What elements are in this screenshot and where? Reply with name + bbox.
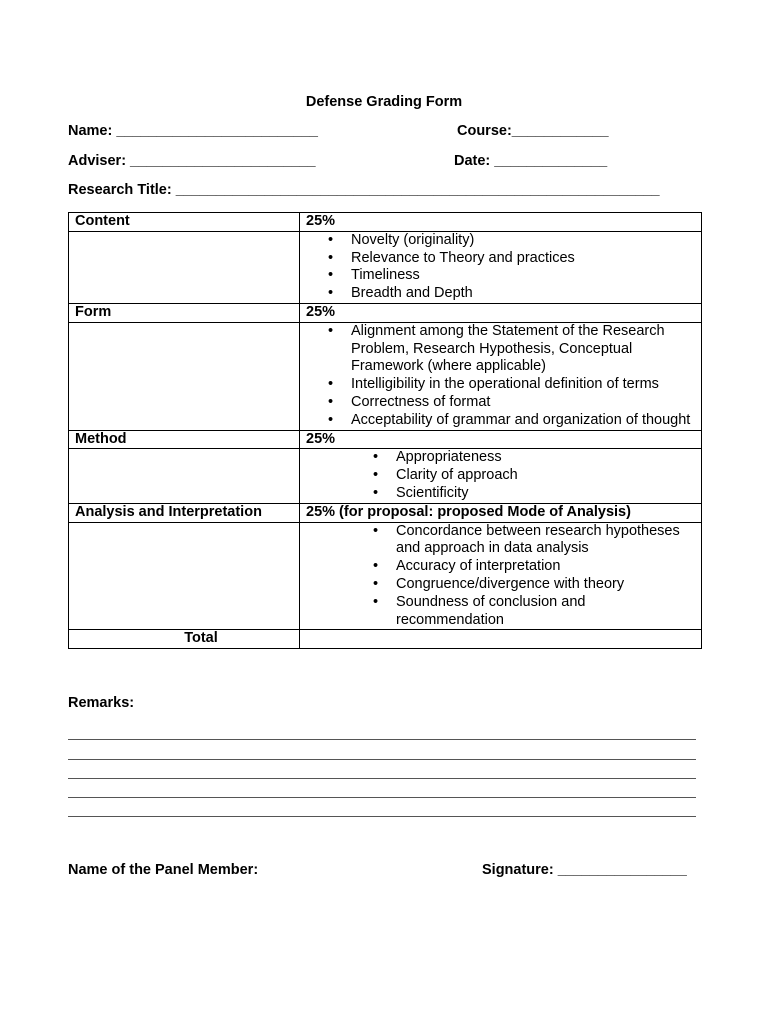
analysis-criteria-cell [300,522,702,630]
list-item: • Soundness of conclusion and recommendation [373,593,586,628]
adviser-field[interactable]: Adviser: _______________________ [68,153,316,169]
bullet-icon: • [328,249,334,266]
total-label: Total [69,630,300,649]
form-criteria-row [69,322,702,430]
form-criteria-cell [300,322,702,430]
method-criteria-row [69,449,702,503]
remarks-line[interactable] [68,739,696,740]
total-score-cell[interactable] [300,630,702,649]
method-score-cell[interactable] [69,449,300,503]
bullet-icon: • [328,376,334,393]
method-label: Method [69,430,300,449]
bullet-icon: • [328,411,334,428]
method-criteria-cell [300,449,702,503]
analysis-criteria-list [306,523,695,630]
bullet-icon: • [328,267,334,284]
list-item: • Acceptability of grammar and organization of thought [328,411,691,428]
content-criteria-row [69,231,702,303]
method-header-row [69,430,702,449]
research-title-field[interactable]: Research Title: ____________________________________________________________ [68,182,660,198]
content-header-row [69,213,702,232]
content-weight: 25% [300,213,702,232]
content-criteria-cell [300,231,702,303]
bullet-icon: • [373,484,379,501]
name-field[interactable]: Name: _________________________ [68,123,318,139]
content-label: Content [69,213,300,232]
method-weight: 25% [300,430,702,449]
bullet-icon: • [373,575,379,592]
remarks-line[interactable] [68,816,696,817]
form-weight: 25% [300,303,702,322]
analysis-criteria-row [69,522,702,630]
bullet-icon: • [328,231,334,248]
bullet-icon: • [373,522,379,539]
bullet-icon: • [328,322,334,339]
list-item: • Timeliness [328,267,420,284]
bullet-icon: • [373,558,379,575]
signature-field[interactable]: Signature: ________________ [482,862,687,878]
panel-member-label: Name of the Panel Member: [68,862,259,878]
list-item: • Appropriateness [373,449,502,466]
bullet-icon: • [328,285,334,302]
bullet-icon: • [328,393,334,410]
bullet-icon: • [373,593,379,610]
date-field[interactable]: Date: ______________ [454,153,608,169]
form-label: Form [69,303,300,322]
remarks-line[interactable] [68,797,696,798]
list-item: • Clarity of approach [373,467,518,484]
bullet-icon: • [373,449,379,466]
analysis-score-cell[interactable] [69,522,300,630]
analysis-weight: 25% (for proposal: proposed Mode of Analysis) [300,503,702,522]
remarks-line[interactable] [68,778,696,779]
total-row [69,630,702,649]
list-item: • Congruence/divergence with theory [373,575,625,592]
list-item: • Breadth and Depth [328,285,473,302]
list-item: • Concordance between research hypotheses and approach in data analysis [373,522,680,557]
remarks-line[interactable] [68,759,696,760]
list-item: • Intelligibility in the operational definition of terms [328,376,659,393]
form-title: Defense Grading Form [305,94,463,110]
form-header-row [69,303,702,322]
form-score-cell[interactable] [69,322,300,430]
list-item: • Relevance to Theory and practices [328,249,575,266]
content-criteria-list [306,232,695,303]
list-item: • Accuracy of interpretation [373,558,561,575]
list-item: • Alignment among the Statement of the Research Problem, Research Hypothesis, Conceptual Framework (where applicable) [328,322,665,375]
list-item: • Novelty (originality) [328,231,475,248]
list-item: • Scientificity [373,484,469,501]
bullet-icon: • [373,467,379,484]
grading-table [68,212,702,649]
content-score-cell[interactable] [69,231,300,303]
form-criteria-list [306,323,695,430]
course-field[interactable]: Course:____________ [457,123,609,139]
remarks-label: Remarks: [68,695,135,711]
method-criteria-list [306,449,695,502]
analysis-header-row [69,503,702,522]
list-item: • Correctness of format [328,393,491,410]
analysis-label: Analysis and Interpretation [69,503,300,522]
